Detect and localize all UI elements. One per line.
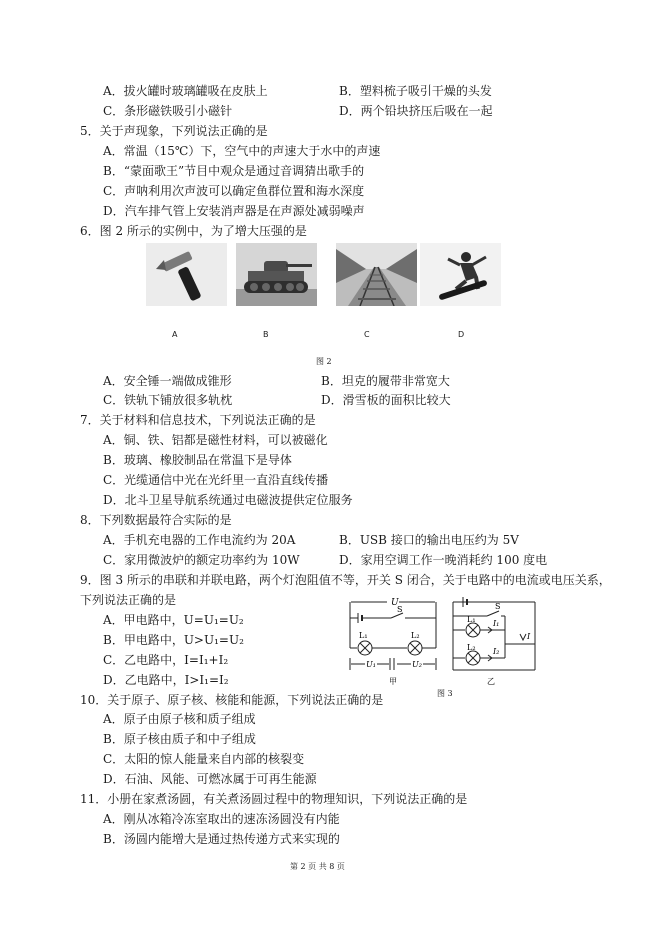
label-i: I [527,632,531,641]
label-i1: I₁ [493,619,500,628]
q9-option-c: C．乙电路中，I=I₁+I₂ [103,653,229,667]
q9-option-d: D．乙电路中，I>I₁=I₂ [103,673,229,687]
parallel-circuit-yi [453,597,535,670]
q6-option-b: B．坦克的履带非常宽大 [321,374,450,388]
q10-option-a: A．原子由原子核和质子组成 [103,712,256,726]
q5-option-c: C．声呐利用次声波可以确定鱼群位置和海水深度 [103,184,365,198]
figure-3-caption: 图 3 [437,689,453,698]
q9-option-b: B．甲电路中，U>U₁=U₂ [103,633,244,647]
q6-option-a: A．安全锤一端做成锥形 [103,374,232,388]
circuit-diagram [345,594,545,698]
q6-stem: 6．图 2 所示的实例中，为了增大压强的是 [80,224,307,238]
pic-label-a: A [172,330,178,339]
q7-stem: 7．关于材料和信息技术，下列说法正确的是 [80,413,316,427]
q8-option-b: B．USB 接口的输出电压约为 5V [339,533,519,547]
q8-stem: 8．下列数据最符合实际的是 [80,513,232,527]
q8-option-d: D．家用空调工作一晚消耗约 100 度电 [339,553,548,567]
q4-option-b: B．塑料梳子吸引干燥的头发 [339,84,492,98]
q9-stem-line1: 9．图 3 所示的串联和并联电路，两个灯泡阻值不等，开关 S 闭合，关于电路中的电流或电压关系， [80,573,611,587]
q8-option-a: A．手机充电器的工作电流约为 20A [103,533,296,547]
snowboard-image [420,243,501,306]
q10-option-c: C．太阳的惊人能量来自内部的核裂变 [103,752,305,766]
label-s-yi: S [495,602,501,611]
q11-stem: 11．小册在家煮汤圆，有关煮汤圆过程中的物理知识，下列说法正确的是 [80,792,468,806]
label-l1-jia: L₁ [359,631,368,640]
q7-option-c: C．光缆通信中光在光纤里一直沿直线传播 [103,473,329,487]
railway-image [336,243,417,306]
q7-option-b: B．玻璃、橡胶制品在常温下是导体 [103,453,292,467]
figure-2-caption: 图 2 [316,357,332,366]
label-l2-yi: L₂ [467,643,476,652]
label-jia: 甲 [389,677,397,686]
q7-option-d: D．北斗卫星导航系统通过电磁波提供定位服务 [103,493,353,507]
q11-option-b: B．汤圆内能增大是通过热传递方式来实现的 [103,832,340,846]
q5-stem: 5．关于声现象，下列说法正确的是 [80,124,268,138]
q4-option-c: C．条形磁铁吸引小磁针 [103,104,233,118]
q10-option-d: D．石油、风能、可燃冰属于可再生能源 [103,772,317,786]
q9-stem-line2: 下列说法正确的是 [80,593,177,607]
q11-option-a: A．刚从冰箱冷冻室取出的速冻汤圆没有内能 [103,812,340,826]
q10-stem: 10．关于原子、原子核、核能和能源，下列说法正确的是 [80,693,384,707]
pic-label-b: B [263,330,269,339]
q5-option-b: B．“蒙面歌王”节目中观众是通过音调猜出歌手的 [103,164,365,178]
q6-option-d: D．滑雪板的面积比较大 [321,393,451,407]
q9-option-a: A．甲电路中，U=U₁=U₂ [103,613,244,627]
q6-option-c: C．铁轨下铺放很多轨枕 [103,393,233,407]
q5-option-a: A．常温（15℃）下，空气中的声速大于水中的声速 [103,144,381,158]
safety-hammer-image [146,243,227,306]
label-l2-jia: L₂ [411,631,420,640]
q4-option-a: A．拔火罐时玻璃罐吸在皮肤上 [103,84,268,98]
q4-option-d: D．两个铅块挤压后吸在一起 [339,104,493,118]
label-u1: U₁ [366,660,376,669]
page-footer: 第 2 页 共 8 页 [290,862,345,871]
label-s-jia: S [397,605,403,614]
label-i2: I₂ [493,647,500,656]
q7-option-a: A．铜、铁、铝都是磁性材料，可以被磁化 [103,433,328,447]
q8-option-c: C．家用微波炉的额定功率约为 10W [103,553,300,567]
q5-option-d: D．汽车排气管上安装消声器是在声源处减弱噪声 [103,204,365,218]
label-yi: 乙 [487,677,495,686]
label-u: U [391,598,399,608]
q10-option-b: B．原子核由质子和中子组成 [103,732,256,746]
tank-image [236,243,317,306]
pic-label-d: D [458,330,465,339]
label-u2: U₂ [412,660,422,669]
label-l1-yi: L₁ [467,615,476,624]
pic-label-c: C [364,330,370,339]
